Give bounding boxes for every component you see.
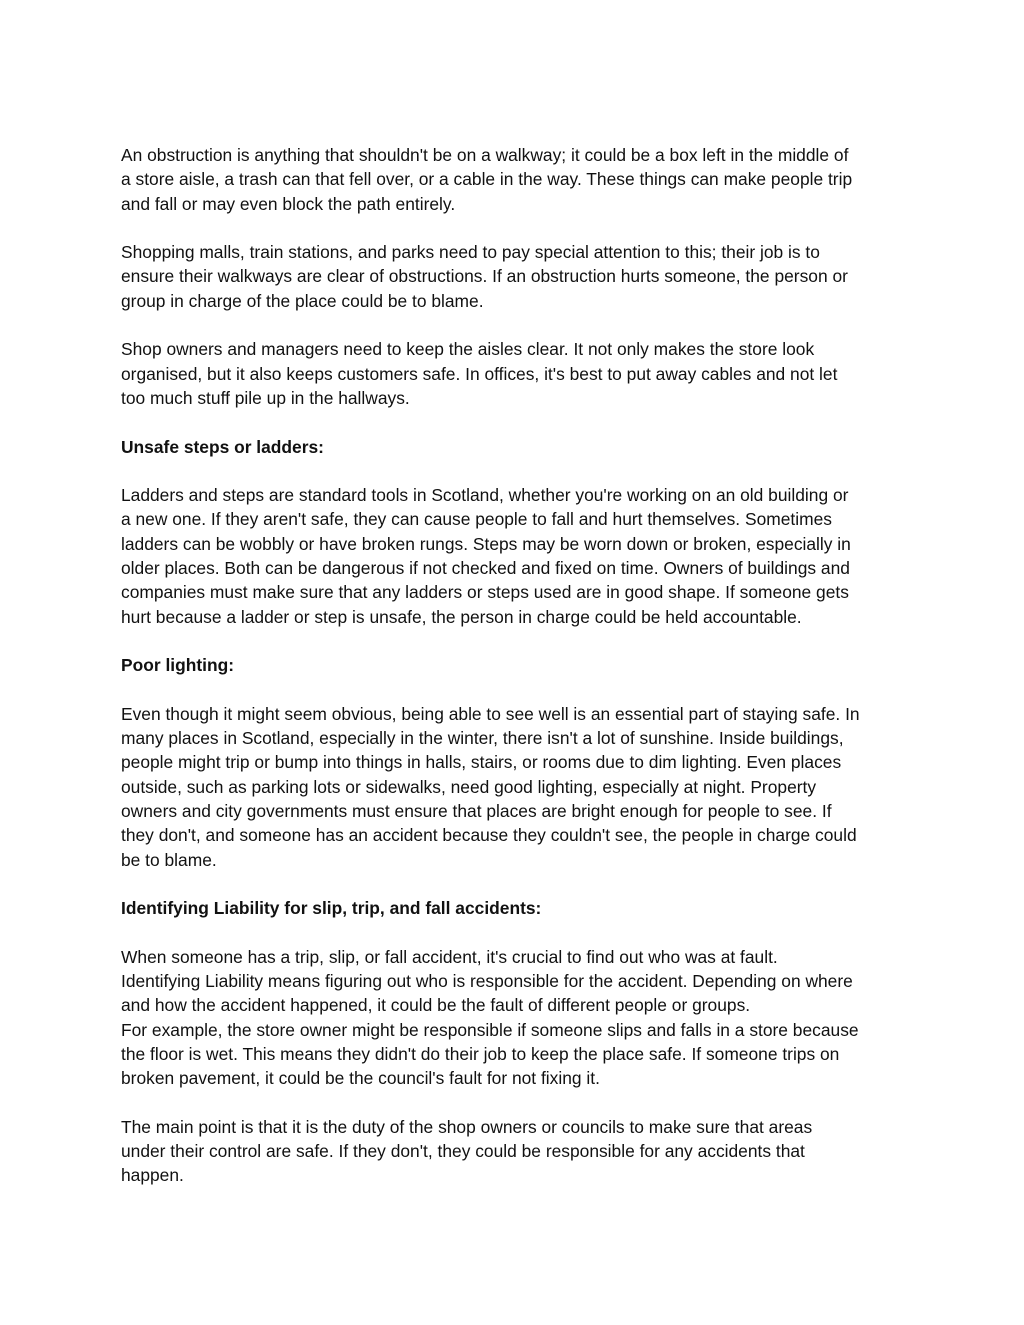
paragraph-lighting [121,702,911,872]
text-line: companies must make sure that any ladders or steps used are in good shape. If someone gets [121,582,849,603]
text-line: owners and city governments must ensure that places are bright enough for people to see. If [121,801,832,822]
paragraph-liability [121,945,911,1091]
paragraph-public-places [121,240,911,313]
text-line: they don't, and someone has an accident because they couldn't see, the people in charge could [121,825,857,846]
text-line: outside, such as parking lots or sidewalks, need good lighting, especially at night. Property [121,776,817,797]
heading-unsafe-steps [121,435,911,459]
text-line: a new one. If they aren't safe, they can cause people to fall and hurt themselves. Sometimes [121,509,832,530]
document-page [121,143,911,1212]
text-line: Shopping malls, train stations, and parks need to pay special attention to this; their job is to [121,242,820,263]
text-line: Even though it might seem obvious, being able to see well is an essential part of staying safe. In [121,703,860,724]
heading-poor-lighting [121,653,911,677]
text-line: broken pavement, it could be the council's fault for not fixing it. [121,1068,600,1089]
paragraph-shop-owners [121,337,911,410]
paragraph-ladders-steps [121,483,911,629]
text-line: a store aisle, a trash can that fell over, or a cable in the way. These things can make people trip [121,169,853,190]
text-line: and how the accident happened, it could be the fault of different people or groups. [121,995,751,1016]
text-line: Shop owners and managers need to keep the aisles clear. It not only makes the store look [121,339,815,360]
text-line: ladders can be wobbly or have broken rungs. Steps may be worn down or broken, especially in [121,533,851,554]
text-line: When someone has a trip, slip, or fall accident, it's crucial to find out who was at fault. [121,946,778,967]
text-line: happen. [121,1165,184,1186]
heading-text: Poor lighting: [121,655,235,676]
text-line: The main point is that it is the duty of the shop owners or councils to make sure that areas [121,1116,813,1137]
text-line: older places. Both can be dangerous if not checked and fixed on time. Owners of buildings and [121,558,850,579]
text-line: Ladders and steps are standard tools in Scotland, whether you're working on an old building or [121,485,849,506]
text-line: For example, the store owner might be responsible if someone slips and falls in a store because [121,1019,859,1040]
text-line: many places in Scotland, especially in the winter, there isn't a lot of sunshine. Inside buildings, [121,728,844,749]
text-line: group in charge of the place could be to blame. [121,290,484,311]
text-line: ensure their walkways are clear of obstructions. If an obstruction hurts someone, the person or [121,266,848,287]
text-line: too much stuff pile up in the hallways. [121,387,410,408]
text-line: organised, but it also keeps customers safe. In offices, it's best to put away cables and not let [121,363,838,384]
text-line: and fall or may even block the path entirely. [121,193,456,214]
text-line: the floor is wet. This means they didn't do their job to keep the place safe. If someone trips on [121,1043,840,1064]
paragraph-obstruction-definition [121,143,911,216]
text-line: under their control are safe. If they don't, they could be responsible for any accidents that [121,1141,805,1162]
text-line: Identifying Liability means figuring out who is responsible for the accident. Depending on where [121,971,853,992]
heading-identifying-liability [121,896,911,920]
paragraph-main-point [121,1115,911,1188]
text-line: people might trip or bump into things in halls, stairs, or rooms due to dim lighting. Even places [121,752,842,773]
heading-text: Identifying Liability for slip, trip, and fall accidents: [121,898,542,919]
text-line: be to blame. [121,849,217,870]
heading-text: Unsafe steps or ladders: [121,436,324,457]
text-line: An obstruction is anything that shouldn't be on a walkway; it could be a box left in the middle of [121,145,849,165]
text-line: hurt because a ladder or step is unsafe, the person in charge could be held accountable. [121,606,802,627]
